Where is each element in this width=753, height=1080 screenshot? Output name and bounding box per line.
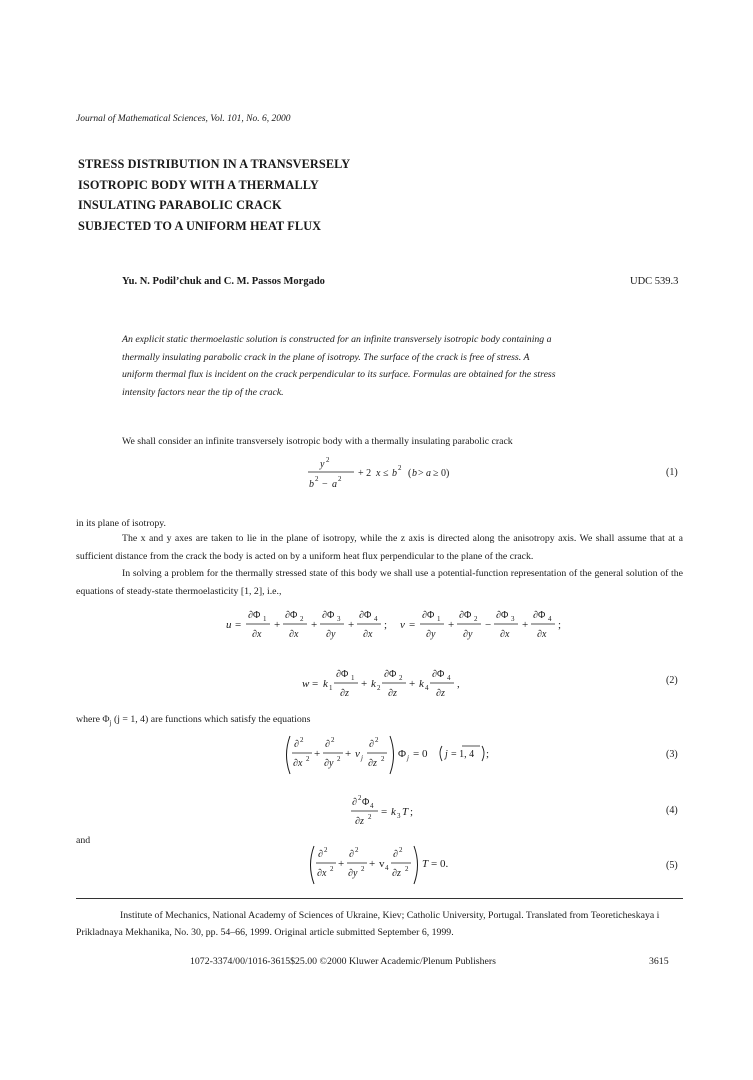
svg-text:∂Φ: ∂Φ — [422, 610, 435, 621]
svg-text:2: 2 — [368, 813, 372, 821]
svg-text:2: 2 — [398, 464, 402, 472]
svg-text:∂: ∂ — [352, 797, 357, 808]
svg-text:4: 4 — [370, 802, 374, 810]
svg-text:+: + — [345, 748, 352, 760]
svg-text:2: 2 — [405, 865, 409, 873]
svg-text:+: + — [274, 619, 281, 631]
equation-2 — [300, 663, 480, 703]
equation-displacements-uv — [224, 604, 664, 646]
svg-text:∂y: ∂y — [426, 629, 436, 640]
svg-text:=: = — [235, 619, 242, 631]
svg-text:2: 2 — [355, 846, 359, 854]
svg-text:−: − — [485, 619, 492, 631]
title-line: INSULATING PARABOLIC CRACK — [78, 198, 282, 212]
title-line: ISOTROPIC BODY WITH A THERMALLY — [78, 177, 319, 192]
equation-1 — [300, 456, 470, 496]
svg-text:3: 3 — [511, 615, 515, 623]
svg-text:∂Φ: ∂Φ — [359, 610, 372, 621]
svg-text:;: ; — [410, 806, 414, 818]
svg-text:∂x: ∂x — [293, 758, 303, 769]
body-paragraph: The x and y axes are taken to lie in the plane of isotropy, while the z axis is directed along the anisotropy axis. We shall assume that at a sufficient distance from the crack the body is acted on by a uniform heat flux perpendicular to the plane of the crack. — [76, 533, 683, 562]
where-lead: where Φ — [76, 714, 110, 725]
footnote: Institute of Mechanics, National Academy of Sciences of Ukraine, Kiev; Catholic University, Portugal. Translated from Teoreticheskaya i Prikladnaya Mekhanika, No. 30, pp. 54–66, 1999. Original article submitted September 6, 1999. — [76, 910, 660, 938]
svg-text:∂: ∂ — [393, 849, 398, 860]
svg-text:b: b — [309, 479, 314, 490]
svg-text:a: a — [332, 479, 337, 490]
equation-number: (5) — [666, 860, 678, 871]
where-text — [76, 711, 310, 732]
svg-text:k: k — [419, 678, 424, 690]
svg-text:=: = — [381, 806, 388, 818]
title-line: STRESS DISTRIBUTION IN A TRANSVERSELY — [78, 157, 351, 171]
abstract-line: intensity factors near the tip of the crack. — [122, 386, 284, 398]
svg-text:∂x: ∂x — [500, 629, 510, 640]
svg-text:∂y: ∂y — [324, 758, 334, 769]
svg-text:>: > — [418, 468, 424, 479]
svg-text:= 0: = 0 — [413, 748, 428, 760]
equation-5 — [306, 842, 456, 888]
svg-text:2: 2 — [377, 684, 381, 692]
svg-text:Φ: Φ — [398, 748, 407, 760]
svg-text:4: 4 — [548, 615, 552, 623]
svg-text:+: + — [338, 858, 345, 870]
svg-text:=: = — [312, 678, 319, 690]
svg-text:∂x: ∂x — [537, 629, 547, 640]
svg-text:∂x: ∂x — [252, 629, 262, 640]
svg-text:2: 2 — [474, 615, 478, 623]
svg-text:= 0.: = 0. — [431, 858, 449, 870]
svg-text:+: + — [369, 858, 376, 870]
svg-text:4: 4 — [447, 674, 451, 682]
svg-text:2: 2 — [306, 755, 310, 763]
svg-text:∂x: ∂x — [317, 868, 327, 879]
svg-text:∂Φ: ∂Φ — [432, 669, 445, 680]
svg-text:4: 4 — [385, 864, 389, 872]
svg-text:;: ; — [384, 619, 388, 631]
svg-text:∂x: ∂x — [363, 629, 373, 640]
svg-text:2: 2 — [330, 865, 334, 873]
svg-text:w: w — [302, 678, 310, 690]
svg-text:k: k — [323, 678, 328, 690]
svg-text:= 1, 4: = 1, 4 — [451, 749, 475, 760]
svg-text:3: 3 — [337, 615, 341, 623]
svg-text:+: + — [361, 678, 368, 690]
svg-text:1: 1 — [263, 615, 267, 623]
svg-text:a: a — [426, 468, 431, 479]
footnote-divider — [76, 898, 683, 899]
svg-text:+: + — [348, 619, 355, 631]
footer-copyright: 1072-3374/00/1016-3615$25.00 ©2000 Kluwer Academic/Plenum Publishers — [190, 956, 496, 967]
svg-text:+: + — [522, 619, 529, 631]
svg-text:−: − — [322, 479, 328, 490]
svg-text:y: y — [320, 459, 325, 470]
svg-text:j: j — [407, 754, 409, 762]
svg-text:=: = — [409, 619, 416, 631]
svg-text:Φ: Φ — [362, 797, 370, 808]
svg-text:2: 2 — [375, 736, 379, 744]
authors: Yu. N. Podil’chuk and C. M. Passos Morgado — [122, 276, 325, 287]
where-subscript: j — [109, 718, 112, 727]
svg-text:2: 2 — [358, 794, 362, 802]
svg-text:2: 2 — [300, 736, 304, 744]
svg-text:+: + — [409, 678, 416, 690]
equation-3 — [282, 732, 522, 778]
svg-text:∂Φ: ∂Φ — [384, 669, 397, 680]
paper-title — [78, 154, 350, 236]
body-paragraph: In solving a problem for the thermally stressed state of this body we shall use a potential-function representation of the general solution of the equations of steady-state thermoelasticity [1, 2], i.e., — [76, 568, 683, 597]
equation-number: (4) — [666, 805, 678, 816]
udc-code: UDC 539.3 — [630, 276, 679, 287]
abstract-line: An explicit static thermoelastic solution is constructed for an infinite transversely isotropic body containing a — [122, 334, 552, 345]
svg-text:∂y: ∂y — [348, 868, 358, 879]
svg-text:j: j — [361, 754, 363, 762]
svg-text:∂z: ∂z — [368, 758, 377, 769]
svg-text:+: + — [448, 619, 455, 631]
svg-text:2: 2 — [331, 736, 335, 744]
svg-text:v: v — [355, 748, 360, 760]
svg-text:+: + — [314, 748, 321, 760]
svg-text:2: 2 — [361, 865, 365, 873]
equation-4 — [350, 792, 440, 832]
svg-text:1: 1 — [351, 674, 355, 682]
svg-text:x: x — [376, 468, 381, 479]
svg-text:+: + — [311, 619, 318, 631]
svg-text:k: k — [391, 806, 396, 818]
svg-text:b: b — [392, 468, 397, 479]
svg-text:1: 1 — [329, 684, 333, 692]
intro-paragraph: We shall consider an infinite transversely isotropic body with a thermally insulating parabolic crack — [122, 436, 513, 447]
svg-text:∂z: ∂z — [340, 688, 349, 699]
svg-text:∂: ∂ — [349, 849, 354, 860]
svg-text:∂y: ∂y — [463, 629, 473, 640]
abstract-line: uniform thermal flux is incident on the crack perpendicular to its surface. Formulas are obtained for the stress — [122, 369, 556, 380]
svg-text:2: 2 — [381, 755, 385, 763]
svg-text:+ 2: + 2 — [358, 468, 372, 479]
svg-text:∂Φ: ∂Φ — [336, 669, 349, 680]
svg-text:;: ; — [558, 619, 562, 631]
svg-text:2: 2 — [337, 755, 341, 763]
svg-text:∂Φ: ∂Φ — [533, 610, 546, 621]
svg-text:v: v — [400, 619, 405, 631]
svg-text:T: T — [422, 858, 429, 870]
svg-text:4: 4 — [425, 684, 429, 692]
svg-text:∂: ∂ — [294, 739, 299, 750]
svg-text:3: 3 — [397, 812, 401, 820]
svg-text:,: , — [457, 678, 460, 690]
equation-number: (3) — [666, 749, 678, 760]
svg-text:b: b — [412, 468, 417, 479]
svg-text:∂Φ: ∂Φ — [285, 610, 298, 621]
svg-text:∂Φ: ∂Φ — [322, 610, 335, 621]
svg-text:2: 2 — [315, 475, 319, 483]
equation-number: (2) — [666, 675, 678, 686]
svg-text:∂y: ∂y — [326, 629, 336, 640]
svg-text:;: ; — [486, 748, 490, 760]
svg-text:∂Φ: ∂Φ — [459, 610, 472, 621]
abstract-line: thermally insulating parabolic crack in the plane of isotropy. The surface of the crack is free of stress. A — [122, 351, 530, 363]
svg-text:≥ 0): ≥ 0) — [433, 468, 450, 479]
svg-text:1: 1 — [437, 615, 441, 623]
svg-text:2: 2 — [399, 846, 403, 854]
svg-text:∂x: ∂x — [289, 629, 299, 640]
svg-text:2: 2 — [300, 615, 304, 623]
svg-text:v: v — [379, 858, 385, 870]
and-text: and — [76, 835, 91, 846]
svg-text:∂z: ∂z — [355, 816, 364, 827]
svg-text:∂Φ: ∂Φ — [248, 610, 261, 621]
svg-text:≤: ≤ — [383, 468, 389, 479]
svg-text:j: j — [445, 749, 448, 760]
equation-number: (1) — [666, 467, 678, 478]
svg-text:2: 2 — [326, 456, 330, 464]
title-line: SUBJECTED TO A UNIFORM HEAT FLUX — [78, 218, 322, 233]
where-range: (j = 1, 4) are functions which satisfy the equations — [111, 714, 311, 725]
svg-text:∂: ∂ — [318, 849, 323, 860]
svg-text:∂: ∂ — [325, 739, 330, 750]
svg-text:T: T — [402, 806, 409, 818]
svg-text:∂z: ∂z — [392, 868, 401, 879]
journal-citation: Journal of Mathematical Sciences, Vol. 101, No. 6, 2000 — [76, 114, 291, 124]
abstract — [122, 331, 656, 401]
svg-text:2: 2 — [338, 475, 342, 483]
body-text — [76, 530, 683, 600]
svg-text:∂Φ: ∂Φ — [496, 610, 509, 621]
svg-text:∂z: ∂z — [436, 688, 445, 699]
svg-text:(: ( — [408, 468, 412, 479]
svg-text:4: 4 — [374, 615, 378, 623]
svg-text:k: k — [371, 678, 376, 690]
svg-text:∂z: ∂z — [388, 688, 397, 699]
svg-text:u: u — [226, 619, 232, 631]
svg-text:2: 2 — [324, 846, 328, 854]
svg-text:∂: ∂ — [369, 739, 374, 750]
svg-text:2: 2 — [399, 674, 403, 682]
page-number: 3615 — [649, 956, 669, 967]
plane-text: in its plane of isotropy. — [76, 518, 166, 529]
